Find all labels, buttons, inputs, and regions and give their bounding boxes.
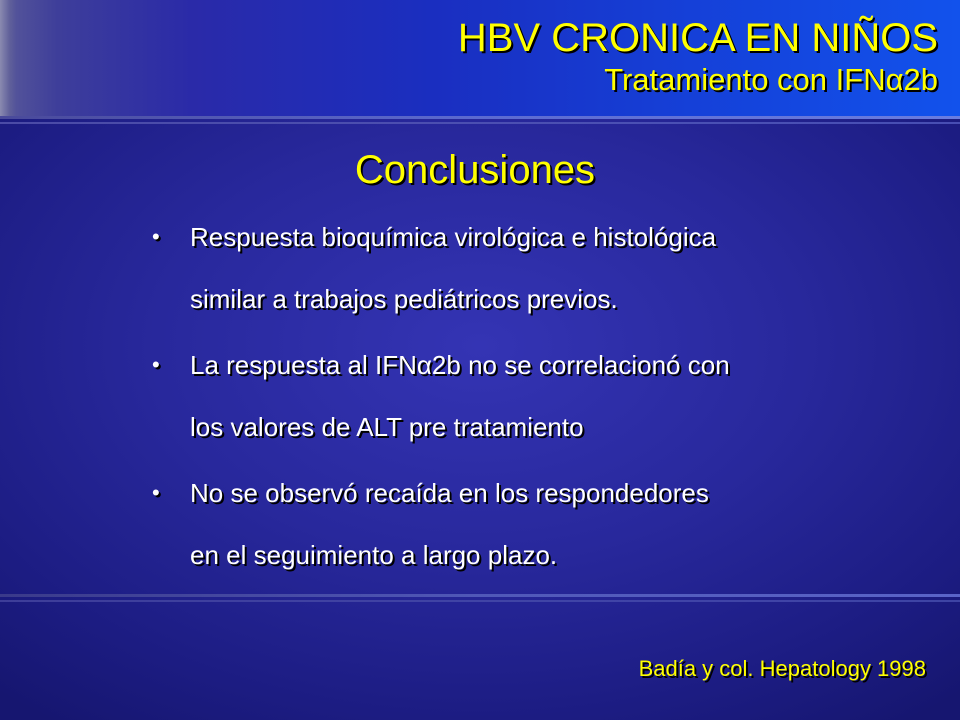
section-heading: Conclusiones [354,148,596,192]
bullet-icon: • [152,224,160,249]
title-block [458,14,938,98]
citation: Badía y col. Hepatology 1998 [638,656,926,681]
bullet-line [190,334,872,396]
subtitle-suffix: 2b [903,62,938,97]
footer-divider [0,594,960,597]
bullet-line: similar a trabajos pediátricos previos. [190,284,618,314]
footer-divider-secondary [0,600,960,602]
header-divider [0,116,960,119]
bullet-item [152,206,872,330]
alpha-symbol: α [885,62,904,97]
bullet-icon: • [152,352,160,377]
bullet-item [152,462,872,586]
bullet-icon: • [152,480,160,505]
bullet-line: No se observó recaída en los respondedores [190,478,709,508]
bullet-line: en el seguimiento a largo plazo. [190,540,558,570]
header-divider-secondary [0,122,960,124]
bullet-line: Respuesta bioquímica virológica e histológica [190,222,717,252]
bullet-line: los valores de ALT pre tratamiento [190,412,584,442]
subtitle-text: Tratamiento con IFN [604,62,886,97]
bullet-text: 2b no se correlacionó con [431,350,730,380]
bullet-item [152,334,872,458]
alpha-symbol: α [416,350,432,380]
slide-title: HBV CRONICA EN NIÑOS [457,16,938,60]
bullet-text: La respuesta al IFN [190,350,417,380]
slide-subtitle [458,62,938,98]
header-bevel-edge [0,0,16,116]
conclusions-list [152,206,872,590]
